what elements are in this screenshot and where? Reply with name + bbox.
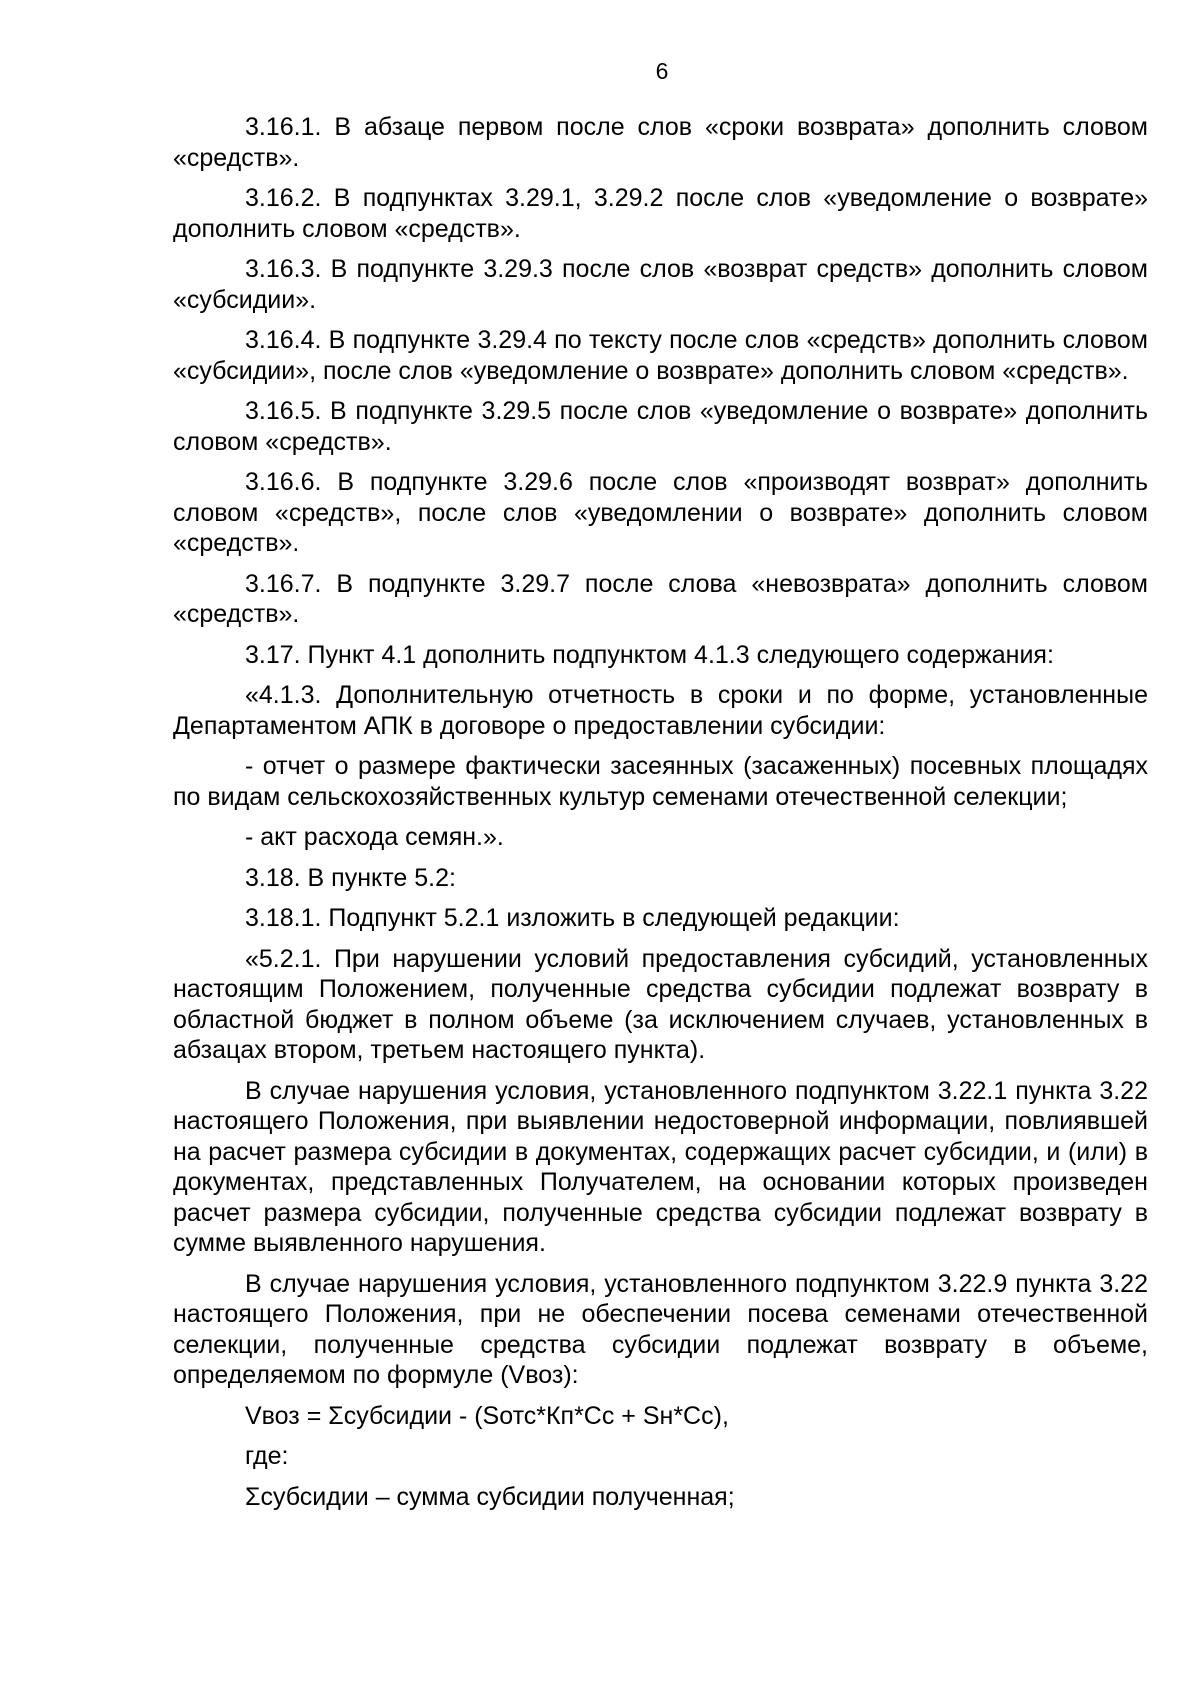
paragraph-report-item: - отчет о размере фактически засеянных (засаженных) посевных площадях по видам сельскохозяйственных культур семенами отечественной селекции; <box>173 752 1148 811</box>
formula-definition-subsidy-sum: Σсубсидии – сумма субсидии полученная; <box>245 1482 735 1511</box>
paragraph-3-18-1: 3.18.1. Подпункт 5.2.1 изложить в следующей редакции: <box>245 904 900 932</box>
paragraph-violation-3-22-1: В случае нарушения условия, установленного подпунктом 3.22.1 пункта 3.22 настоящего Положения, при выявлении недостоверной информации, повлиявшей на расчет размера субсидии в документах, содержащих расчет субсидии, и (или) в документах, представленных Получателем, на основании которых произведен расчет размера субсидии, полученные средства субсидии подлежат возврату в сумме выявленного нарушения. <box>173 1076 1148 1257</box>
paragraph-3-16-2: 3.16.2. В подпунктах 3.29.1, 3.29.2 после слов «уведомление о возврате» дополнить словом «средств». <box>173 184 1148 243</box>
paragraph-act-item: - акт расхода семян.». <box>245 823 504 851</box>
paragraph-3-16-1: 3.16.1. В абзаце первом после слов «сроки возврата» дополнить словом «средств». <box>173 113 1148 172</box>
page-number: 6 <box>655 58 669 84</box>
paragraph-4-1-3: «4.1.3. Дополнительную отчетность в сроки и по форме, установленные Департаментом АПК в договоре о предоставлении субсидии: <box>173 681 1148 740</box>
formula-where: где: <box>245 1442 289 1470</box>
paragraph-3-16-4: 3.16.4. В подпункте 3.29.4 по тексту после слов «средств» дополнить словом «субсидии», после слов «уведомление о возврате» дополнить словом «средств». <box>173 326 1148 385</box>
paragraph-3-18: 3.18. В пункте 5.2: <box>245 863 456 892</box>
document-body <box>173 112 1148 1522</box>
formula-line: Vвоз = Σсубсидии - (Sотс*Кп*Сс + Sн*Сс), <box>245 1401 729 1430</box>
paragraph-violation-3-22-9: В случае нарушения условия, установленного подпунктом 3.22.9 пункта 3.22 настоящего Положения, при не обеспечении посева семенами отечественной селекции, полученные средства субсидии подлежат возврату в объеме, определяемом по формуле (Vвоз): <box>173 1269 1148 1389</box>
paragraph-3-16-3: 3.16.3. В подпункте 3.29.3 после слов «возврат средств» дополнить словом «субсидии». <box>173 255 1148 314</box>
paragraph-3-16-7: 3.16.7. В подпункте 3.29.7 после слова «невозврата» дополнить словом «средств». <box>173 569 1148 628</box>
paragraph-3-17: 3.17. Пункт 4.1 дополнить подпунктом 4.1.3 следующего содержания: <box>245 640 1054 669</box>
paragraph-3-16-6: 3.16.6. В подпункте 3.29.6 после слов «производят возврат» дополнить словом «средств», после слов «уведомлении о возврате» дополнить словом «средств». <box>173 468 1148 557</box>
paragraph-5-2-1: «5.2.1. При нарушении условий предоставления субсидий, установленных настоящим Положением, полученные средства субсидии подлежат возврату в областной бюджет в полном объеме (за исключением случаев, установленных в абзацах втором, третьем настоящего пункта). <box>173 944 1148 1064</box>
paragraph-3-16-5: 3.16.5. В подпункте 3.29.5 после слов «уведомление о возврате» дополнить словом «средств». <box>173 397 1148 456</box>
